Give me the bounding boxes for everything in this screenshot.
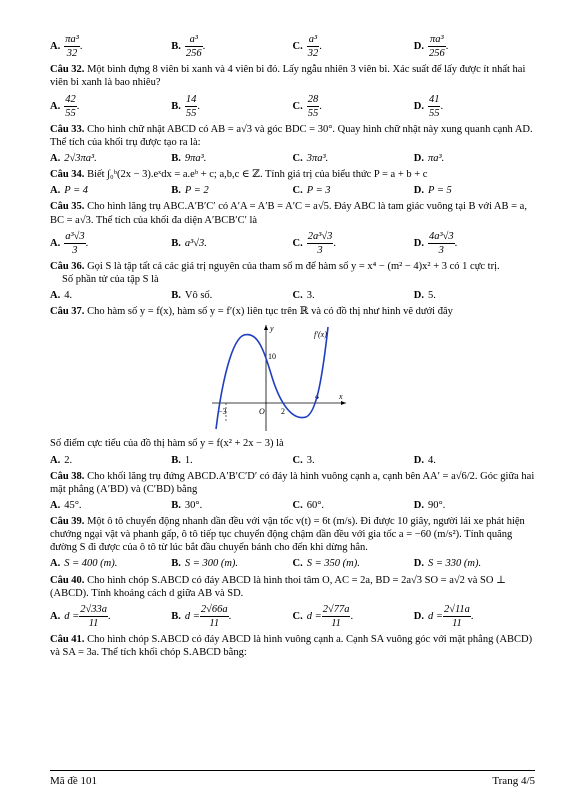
options-q34 — [50, 184, 535, 197]
question-40: Câu 40. Cho hình chóp S.ABCD có đáy ABCD là hình thoi tâm O, AC = 2a, BD = 2a√3 SO = a√2 và SO ⊥ (ABCD). Tính khoảng cách d giữa AB và SD. — [50, 574, 506, 599]
options-q39 — [50, 557, 535, 570]
option-a: A. $\frac{\text{πa³}}{32}$ . — [50, 34, 83, 60]
option-b: B. $\frac{\text{a³}}{256}$ . — [171, 34, 206, 60]
options-q35 — [50, 230, 535, 257]
question-36: Câu 36. Gọi S là tập tất cả các giá trị nguyên của tham số m để hàm số y = x⁴ − (m² − 4)x² + 3 có 1 cực trị. Số phần tử của tập S là — [50, 260, 500, 285]
y-axis-label: y — [270, 324, 274, 334]
derivative-graph — [210, 321, 350, 433]
option-d: D. πa³. — [413, 153, 445, 164]
question-35: Câu 35. Cho hình lăng trụ ABC.A′B′C′ có A′A = A′B = A′C = a√5. Đáy ABC là tam giác vuông tại B với AB = a, BC = a√3. Thể tích của khối đa diện A′BCB′C′ là — [50, 201, 527, 226]
page-footer — [50, 770, 535, 789]
question-39: Câu 39. Một ô tô chuyển động nhanh dần đều với vận tốc v(t) = 6t (m/s). Đi được 10 giây, người lái xe phát hiện chướng ngại vật và phanh gấp, ô tô tiếp tục chuyển động chậm dần đều với gia tốc a = −60 (m/s²). Tính quãng đường S đi được của ô tô từ lúc bắt đầu chuyển bánh cho đến khi dừng hẳn. — [50, 516, 525, 554]
option-a: A. 4. — [50, 290, 73, 302]
tick-label-2: 2 — [281, 407, 285, 417]
origin-label: O — [259, 407, 265, 417]
exam-code: Mã đề 101 — [50, 775, 98, 787]
option-b: B. Vô số. — [171, 290, 213, 302]
derivative-curve — [216, 327, 328, 429]
option-a: A. $\frac{42}{55}$ . — [50, 93, 80, 119]
option-d: D. 4. — [413, 454, 436, 466]
option-c: C. $\frac{\text{a³}}{32}$ . — [292, 34, 322, 60]
option-a: A. 45°. — [50, 499, 82, 511]
options-q38 — [50, 499, 535, 512]
option-a: A. 2. — [50, 454, 73, 466]
page-number: Trang 4/5 — [492, 775, 535, 787]
question-41: Câu 41. Cho hình chóp S.ABCD có đáy ABCD là hình vuông cạnh a. Cạnh SA vuông góc với mặt phẳng (ABCD) và SA = 3a. Thể tích khối chóp S.ABCD bằng: — [50, 634, 533, 659]
option-a: A. d = $\frac{2√33a}{11}$ . — [50, 603, 111, 629]
option-b: B. 1. — [171, 454, 193, 466]
option-b: B. a³√3. — [171, 237, 207, 249]
option-c: C. d = $\frac{2√77a}{11}$ . — [292, 603, 354, 629]
option-a: A. $\frac{\text{a³√3}}{3}$ . — [50, 230, 89, 256]
x-axis-label: x — [339, 392, 343, 402]
option-c: C. 3. — [292, 290, 315, 302]
options-q33 — [50, 152, 535, 165]
option-b: B. 30°. — [171, 499, 203, 511]
question-37-ask: Số điểm cực tiểu của đồ thị hàm số y = f(x² + 2x − 3) là — [50, 438, 284, 450]
option-b: B. P = 2 — [171, 185, 209, 197]
options-q36 — [50, 289, 535, 302]
option-d: D. $\frac{\text{4a³√3}}{3}$ . — [413, 230, 458, 256]
option-a: A. 2√3πa³. — [50, 153, 97, 164]
option-d: D. 90°. — [413, 499, 446, 511]
tick-label-10: 10 — [268, 352, 276, 362]
x-axis-arrow — [341, 401, 346, 405]
option-d: D. S = 330 (m). — [413, 558, 482, 570]
option-a: A. P = 4 — [50, 185, 89, 197]
options-q37 — [50, 454, 535, 467]
option-c: C. S = 350 (m). — [292, 558, 360, 570]
option-c: C. 60°. — [292, 499, 325, 511]
tick-label-neg3: −3 — [218, 407, 227, 417]
y-axis-arrow — [264, 325, 268, 330]
tick-label-4: 4 — [315, 392, 319, 402]
option-d: D. 5. — [413, 290, 436, 302]
option-b: B. S = 300 (m). — [171, 558, 239, 570]
option-c: C. P = 3 — [292, 185, 331, 197]
option-c: C. $\frac{28}{55}$ . — [292, 93, 322, 119]
option-b: B. d = $\frac{2√66a}{11}$ . — [171, 603, 232, 629]
option-d: D. $\frac{\text{πa³}}{256}$ . — [413, 34, 449, 60]
options-q31 — [50, 33, 535, 60]
exam-page — [50, 32, 535, 662]
options-q40 — [50, 603, 535, 630]
option-d: D. d = $\frac{2√11a}{11}$ . — [413, 603, 474, 629]
function-label: f′(x) — [314, 330, 327, 340]
option-b: B. 9πa³. — [171, 153, 207, 164]
question-32: Câu 32. Một bình đựng 8 viên bi xanh và 4 viên bi đỏ. Lấy ngẫu nhiên 3 viên bi. Xác suất để lấy được ít nhất hai viên bi xanh là bao nhiêu? — [50, 64, 526, 89]
question-38: Câu 38. Cho khối lăng trụ đứng ABCD.A′B′C′D′ có đáy là hình vuông cạnh a, cạnh bên AA′ = a√6/2. Góc giữa hai mặt phẳng (A′BD) và (C′BD) bằng — [50, 470, 535, 495]
option-a: A. S = 400 (m). — [50, 558, 118, 570]
question-34: Câu 34. Biết ∫₀ᵇ(2x − 3).eˣdx = a.eᵇ + c; a,b,c ∈ ℤ. Tính giá trị của biểu thức P = a + b + c — [50, 169, 428, 181]
option-b: B. $\frac{14}{55}$ . — [171, 93, 201, 119]
option-d: D. $\frac{41}{55}$ . — [413, 93, 444, 119]
question-33: Câu 33. Cho hình chữ nhật ABCD có AB = a√3 và góc BDC = 30°. Quay hình chữ nhật này xung quanh cạnh AD. Thể tích của khối trụ được tạo ra là: — [50, 123, 533, 148]
option-c: C. 3. — [292, 454, 315, 466]
option-d: D. P = 5 — [413, 185, 452, 197]
option-c: C. $\frac{\text{2a³√3}}{3}$ . — [292, 230, 337, 256]
options-q32 — [50, 93, 535, 120]
question-37: Câu 37. Cho hàm số y = f(x), hàm số y = f′(x) liên tục trên ℝ và có đồ thị như hình vẽ dưới đây — [50, 306, 453, 318]
option-c: C. 3πa³. — [292, 153, 329, 164]
